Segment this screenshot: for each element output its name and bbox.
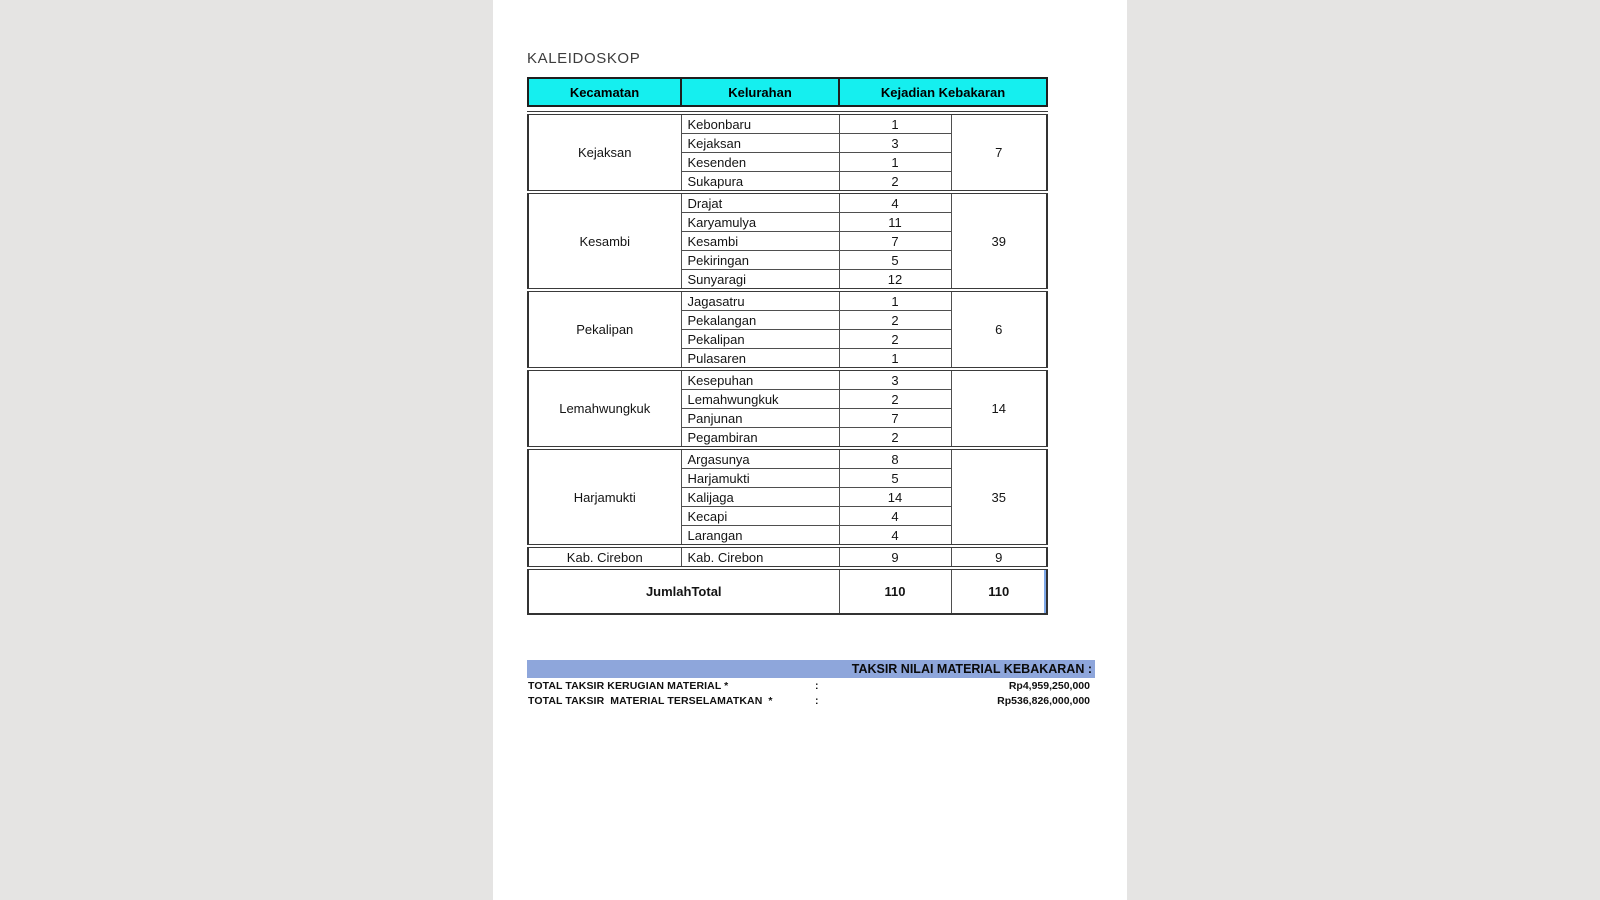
table-row <box>528 192 1047 213</box>
incident-count-cell: 2 <box>839 172 951 193</box>
incident-count-cell: 14 <box>839 488 951 507</box>
incident-count-cell: 12 <box>839 270 951 291</box>
incident-count-cell: 7 <box>839 409 951 428</box>
column-header-kelurahan: Kelurahan <box>681 78 839 106</box>
incident-count-cell: 4 <box>839 526 951 547</box>
table-row <box>528 369 1047 390</box>
incident-count-cell: 1 <box>839 153 951 172</box>
summary-colon: : <box>815 695 819 707</box>
kelurahan-cell: Kab. Cirebon <box>681 546 839 568</box>
kelurahan-cell: Harjamukti <box>681 469 839 488</box>
summary-label: TOTAL TAKSIR MATERIAL TERSELAMATKAN * <box>528 695 773 707</box>
kecamatan-cell: Pekalipan <box>528 290 681 369</box>
kelurahan-cell: Karyamulya <box>681 213 839 232</box>
incident-count-cell: 1 <box>839 113 951 134</box>
table-body <box>528 113 1047 614</box>
table-header-row <box>528 78 1047 106</box>
page-title: KALEIDOSKOP <box>527 50 641 67</box>
table-row <box>528 448 1047 469</box>
summary-label: TOTAL TAKSIR KERUGIAN MATERIAL * <box>528 680 729 692</box>
kelurahan-cell: Larangan <box>681 526 839 547</box>
fire-incidents-table <box>527 111 1048 615</box>
incident-count-cell: 4 <box>839 507 951 526</box>
column-header-kejadian-kebakaran: Kejadian Kebakaran <box>839 78 1047 106</box>
kelurahan-cell: Sunyaragi <box>681 270 839 291</box>
kelurahan-cell: Kecapi <box>681 507 839 526</box>
column-header-kecamatan: Kecamatan <box>528 78 681 106</box>
incident-count-cell: 4 <box>839 192 951 213</box>
kelurahan-cell: Kesenden <box>681 153 839 172</box>
subtotal-cell: 14 <box>951 369 1047 448</box>
kecamatan-cell: Kejaksan <box>528 113 681 192</box>
table-row <box>528 546 1047 568</box>
incident-count-cell: 5 <box>839 251 951 270</box>
total-count-cell: 110 <box>839 568 951 614</box>
subtotal-cell: 9 <box>951 546 1047 568</box>
kecamatan-cell: Kab. Cirebon <box>528 546 681 568</box>
incident-count-cell: 7 <box>839 232 951 251</box>
kelurahan-cell: Pekalipan <box>681 330 839 349</box>
kelurahan-cell: Kesambi <box>681 232 839 251</box>
incident-count-cell: 1 <box>839 290 951 311</box>
kecamatan-cell: Kesambi <box>528 192 681 290</box>
subtotal-cell: 35 <box>951 448 1047 546</box>
kelurahan-cell: Panjunan <box>681 409 839 428</box>
subtotal-cell: 39 <box>951 192 1047 290</box>
incident-count-cell: 9 <box>839 546 951 568</box>
kelurahan-cell: Argasunya <box>681 448 839 469</box>
kecamatan-cell: Harjamukti <box>528 448 681 546</box>
summary-value: Rp4,959,250,000 <box>1008 680 1090 692</box>
subtotal-cell: 6 <box>951 290 1047 369</box>
kelurahan-cell: Pekiringan <box>681 251 839 270</box>
summary-row-kerugian <box>528 679 1090 693</box>
table-row <box>528 290 1047 311</box>
incident-count-cell: 2 <box>839 390 951 409</box>
kelurahan-cell: Sukapura <box>681 172 839 193</box>
summary-value: Rp536,826,000,000 <box>997 695 1090 707</box>
summary-colon: : <box>815 680 819 692</box>
incident-count-cell: 5 <box>839 469 951 488</box>
subtotal-cell: 7 <box>951 113 1047 192</box>
kecamatan-cell: Lemahwungkuk <box>528 369 681 448</box>
total-row <box>528 568 1047 614</box>
total-label-cell: JumlahTotal <box>528 568 839 614</box>
document-page <box>493 0 1127 900</box>
incident-count-cell: 2 <box>839 428 951 449</box>
incident-count-cell: 2 <box>839 330 951 349</box>
kelurahan-cell: Pegambiran <box>681 428 839 449</box>
kelurahan-cell: Kejaksan <box>681 134 839 153</box>
table-row <box>528 113 1047 134</box>
summary-row-terselamatkan <box>528 694 1090 708</box>
total-subtotal-cell: 110 <box>951 568 1047 614</box>
kelurahan-cell: Pulasaren <box>681 349 839 370</box>
incident-count-cell: 8 <box>839 448 951 469</box>
kelurahan-cell: Kebonbaru <box>681 113 839 134</box>
kelurahan-cell: Kalijaga <box>681 488 839 507</box>
kelurahan-cell: Kesepuhan <box>681 369 839 390</box>
kelurahan-cell: Lemahwungkuk <box>681 390 839 409</box>
incident-count-cell: 3 <box>839 369 951 390</box>
incident-count-cell: 1 <box>839 349 951 370</box>
kelurahan-cell: Pekalangan <box>681 311 839 330</box>
incident-count-cell: 3 <box>839 134 951 153</box>
kelurahan-cell: Drajat <box>681 192 839 213</box>
summary-banner: TAKSIR NILAI MATERIAL KEBAKARAN : <box>527 660 1095 678</box>
incident-count-cell: 11 <box>839 213 951 232</box>
incident-count-cell: 2 <box>839 311 951 330</box>
kelurahan-cell: Jagasatru <box>681 290 839 311</box>
fire-incidents-table-header <box>527 77 1048 107</box>
